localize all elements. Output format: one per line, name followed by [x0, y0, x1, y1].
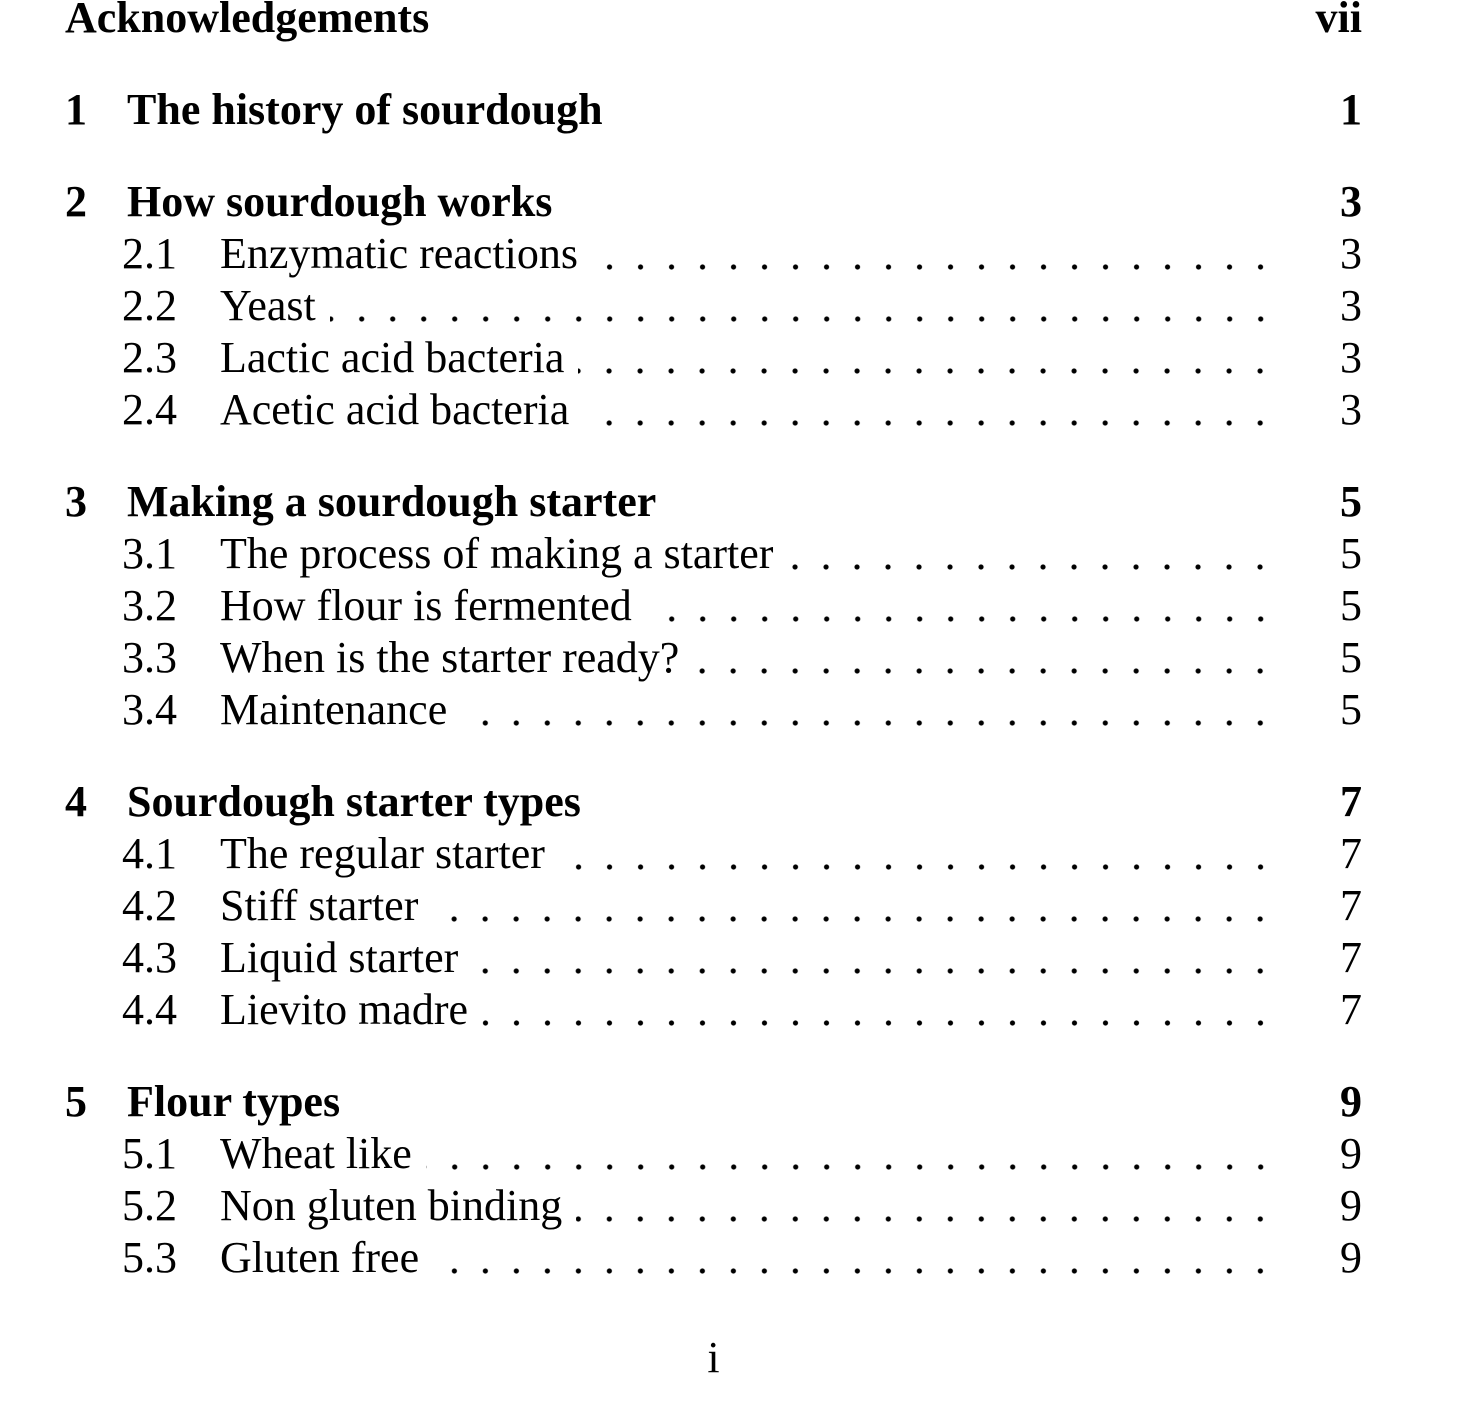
section-number: 2.3 [122, 333, 177, 382]
page-number: 7 [1340, 985, 1362, 1034]
page-number: 3 [1340, 177, 1362, 226]
leader-space [354, 1112, 1282, 1118]
section-title: Maintenance [220, 685, 448, 734]
page-number: 7 [1340, 777, 1362, 826]
section-title: Wheat like [220, 1129, 412, 1178]
toc-section-entry[interactable] [65, 228, 1362, 280]
chapter-title: How sourdough works [127, 177, 553, 226]
toc-chapter-entry[interactable] [65, 176, 1362, 228]
section-title: Enzymatic reactions [220, 229, 578, 278]
section-title: Acetic acid bacteria [220, 385, 570, 434]
toc-section-entry[interactable] [65, 384, 1362, 436]
page-number: 5 [1340, 685, 1362, 734]
page-number: 7 [1340, 881, 1362, 930]
toc-section-entry[interactable] [65, 332, 1362, 384]
chapter-number: 5 [65, 1077, 87, 1126]
page-number: 9 [1340, 1077, 1362, 1126]
chapter-title: Flour types [127, 1077, 341, 1126]
section-number: 5.2 [122, 1181, 177, 1230]
leader-space [443, 28, 1282, 34]
toc-section-entry[interactable] [65, 932, 1362, 984]
page-number: 9 [1340, 1129, 1362, 1178]
frontmatter-title: Acknowledgements [65, 0, 430, 42]
section-number: 5.1 [122, 1129, 177, 1178]
leader-space [595, 812, 1282, 818]
section-number: 3.2 [122, 581, 177, 630]
footer-page-number: i [707, 1333, 720, 1382]
chapter-number: 4 [65, 777, 87, 826]
chapter-number: 3 [65, 477, 87, 526]
section-title: Gluten free [220, 1233, 420, 1282]
dot-leader [432, 916, 1282, 922]
page-number: 9 [1340, 1233, 1362, 1282]
section-title: Yeast [220, 281, 316, 330]
toc-section-entry[interactable] [65, 1232, 1362, 1284]
toc-section-entry[interactable] [65, 1180, 1362, 1232]
toc-section-entry[interactable] [65, 280, 1362, 332]
page-number: 9 [1340, 1181, 1362, 1230]
chapter-title: Sourdough starter types [127, 777, 581, 826]
page-number: 5 [1340, 529, 1362, 578]
dot-leader [426, 1164, 1282, 1170]
dot-leader [583, 420, 1282, 426]
section-number: 2.2 [122, 281, 177, 330]
leader-space [617, 120, 1282, 126]
chapter-title: Making a sourdough starter [127, 477, 657, 526]
section-title: The regular starter [220, 829, 545, 878]
section-title: Liquid starter [220, 933, 459, 982]
dot-leader [461, 720, 1282, 726]
toc-section-entry[interactable] [65, 684, 1362, 736]
section-number: 2.4 [122, 385, 177, 434]
page-number: 3 [1340, 385, 1362, 434]
section-number: 5.3 [122, 1233, 177, 1282]
toc-section-entry[interactable] [65, 1128, 1362, 1180]
section-title: When is the starter ready? [220, 633, 680, 682]
toc-frontmatter-entry[interactable] [65, 0, 1362, 44]
dot-leader [646, 616, 1282, 622]
section-number: 2.1 [122, 229, 177, 278]
section-title: Lactic acid bacteria [220, 333, 565, 382]
section-number: 3.4 [122, 685, 177, 734]
section-number: 4.2 [122, 881, 177, 930]
toc-chapter-entry[interactable] [65, 1076, 1362, 1128]
section-title: How flour is fermented [220, 581, 632, 630]
section-number: 3.1 [122, 529, 177, 578]
leader-space [566, 212, 1282, 218]
page-number: 1 [1340, 85, 1362, 134]
toc-section-entry[interactable] [65, 984, 1362, 1036]
chapter-title: The history of sourdough [127, 85, 603, 134]
section-number: 4.1 [122, 829, 177, 878]
page-number: 7 [1340, 829, 1362, 878]
page-number: 3 [1340, 281, 1362, 330]
dot-leader [693, 668, 1282, 674]
dot-leader [559, 864, 1282, 870]
page-number: vii [1315, 0, 1362, 42]
toc-section-entry[interactable] [65, 580, 1362, 632]
page-number: 5 [1340, 477, 1362, 526]
section-title: Non gluten binding [220, 1181, 563, 1230]
toc-chapter-entry[interactable] [65, 476, 1362, 528]
section-number: 4.4 [122, 985, 177, 1034]
page-number: 3 [1340, 333, 1362, 382]
section-title: The process of making a starter [220, 529, 774, 578]
toc-section-entry[interactable] [65, 828, 1362, 880]
page-number: 3 [1340, 229, 1362, 278]
dot-leader [433, 1268, 1282, 1274]
dot-leader [592, 264, 1282, 270]
chapter-number: 1 [65, 85, 87, 134]
chapter-number: 2 [65, 177, 87, 226]
dot-leader [482, 1020, 1282, 1026]
dot-leader [576, 1216, 1282, 1222]
toc-section-entry[interactable] [65, 632, 1362, 684]
dot-leader [472, 968, 1282, 974]
leader-space [670, 512, 1282, 518]
toc-chapter-entry[interactable] [65, 84, 1362, 136]
section-title: Lievito madre [220, 985, 469, 1034]
page-number: 5 [1340, 633, 1362, 682]
dot-leader [787, 564, 1282, 570]
section-title: Stiff starter [220, 881, 419, 930]
dot-leader [578, 368, 1282, 374]
section-number: 3.3 [122, 633, 177, 682]
page-number: 7 [1340, 933, 1362, 982]
dot-leader [330, 316, 1282, 322]
toc-section-entry[interactable] [65, 880, 1362, 932]
section-number: 4.3 [122, 933, 177, 982]
toc-section-entry[interactable] [65, 528, 1362, 580]
toc-chapter-entry[interactable] [65, 776, 1362, 828]
page-number: 5 [1340, 581, 1362, 630]
